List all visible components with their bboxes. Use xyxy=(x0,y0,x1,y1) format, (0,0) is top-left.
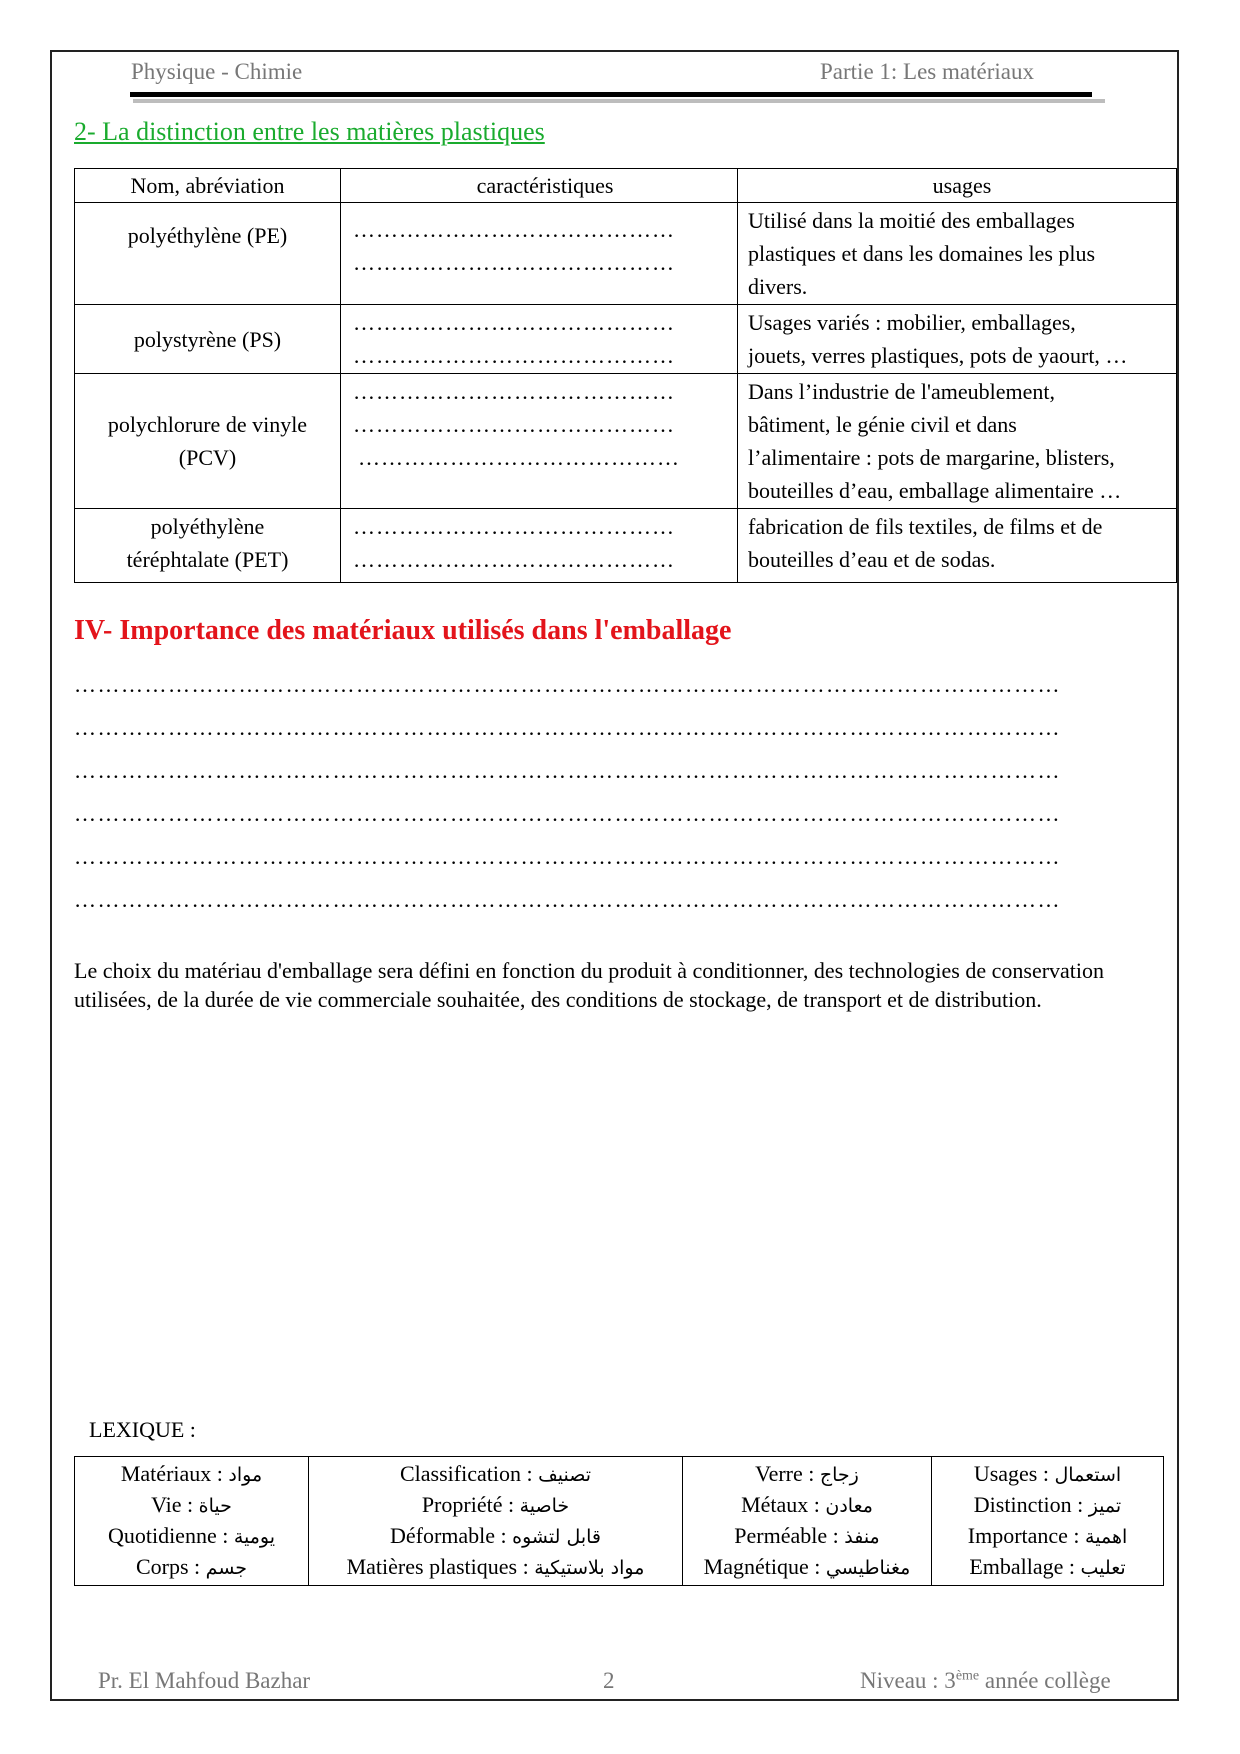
section2-title: 2- La distinction entre les matières plastiques xyxy=(74,117,545,146)
row-name-text: polyéthylène xyxy=(150,514,265,539)
row-name xyxy=(75,509,341,583)
col-header-usages: usages xyxy=(738,169,1177,203)
usage-line: jouets, verres plastiques, pots de yaourt, … xyxy=(748,343,1128,368)
row-name-text: polychlorure de vinyle xyxy=(107,412,308,437)
lexique-entry: Déformable : قابل لتشوه xyxy=(389,1523,601,1548)
usage-line: fabrication de fils textiles, de films et de xyxy=(748,514,1103,539)
usage-line: bouteilles d’eau, emballage alimentaire … xyxy=(748,478,1122,503)
footer-page-number: 2 xyxy=(603,1668,615,1693)
lexique-entry: Propriété : خاصية xyxy=(421,1492,570,1517)
answer-line: ……………………………………………………………………………………………………………… xyxy=(74,801,1061,826)
header-part: Partie 1: Les matériaux xyxy=(820,59,1034,84)
lexique-row xyxy=(75,1457,1164,1586)
lexique-title: LEXIQUE : xyxy=(89,1417,196,1442)
answer-line: ……………………………………………………………………………………………………………… xyxy=(74,758,1061,783)
row-usages xyxy=(738,374,1177,509)
answer-line: ……………………………………………………………………………………………………………… xyxy=(74,887,1061,912)
row-usages xyxy=(738,305,1177,374)
answer-line: ……………………………………………………………………………………………………………… xyxy=(74,844,1061,869)
usage-line: bouteilles d’eau et de sodas. xyxy=(748,547,996,572)
fill-line: …………………………………… xyxy=(353,379,675,404)
footer-author: Pr. El Mahfoud Bazhar xyxy=(98,1668,311,1693)
table-row xyxy=(75,203,1177,305)
table-row xyxy=(75,374,1177,509)
lexique-entry: Magnétique : مغناطيسي xyxy=(703,1554,911,1579)
header-rule xyxy=(130,92,1092,97)
row-name-text: téréphtalate (PET) xyxy=(126,547,289,572)
fill-line: …………………………………… xyxy=(353,217,675,242)
fill-line: …………………………………… xyxy=(353,250,675,275)
footer-level: Niveau : 3ème année collège xyxy=(860,1668,1111,1693)
fill-line: …………………………………… xyxy=(353,547,675,572)
row-name xyxy=(75,374,341,509)
fill-line: …………………………………… xyxy=(353,310,675,335)
row-characteristics xyxy=(341,374,738,509)
fill-line: …………………………………… xyxy=(353,514,675,539)
col-header-name: Nom, abréviation xyxy=(75,169,341,203)
answer-line: ……………………………………………………………………………………………………………… xyxy=(74,672,1061,697)
lexique-entry: Classification : تصنيف xyxy=(400,1461,591,1486)
lexique-entry: Emballage : تعليب xyxy=(969,1554,1126,1579)
answer-line: ……………………………………………………………………………………………………………… xyxy=(74,715,1061,740)
lexique-entry: Métaux : معادن xyxy=(741,1492,873,1517)
row-name xyxy=(75,305,341,374)
packaging-paragraph: Le choix du matériau d'emballage sera défini en fonction du produit à conditionner, des technologies de conservation utilisées, de la durée de vie commerciale souhaitée, des conditions de stockage, de transport et de distribution. xyxy=(74,958,1105,1012)
table-row xyxy=(75,305,1177,374)
row-usages xyxy=(738,509,1177,583)
fill-line: …………………………………… xyxy=(353,343,675,368)
row-characteristics xyxy=(341,509,738,583)
fill-line: …………………………………… xyxy=(353,412,675,437)
lexique-entry: Matières plastiques : مواد بلاستيكية xyxy=(346,1554,645,1579)
lexique-column xyxy=(683,1457,932,1586)
lexique-entry: Distinction : تميز xyxy=(973,1492,1122,1517)
row-name xyxy=(75,203,341,305)
row-characteristics xyxy=(341,203,738,305)
table-row xyxy=(75,509,1177,583)
usage-line: l’alimentaire : pots de margarine, blisters, xyxy=(748,445,1115,470)
usage-line: Dans l’industrie de l'ameublement, xyxy=(748,379,1055,404)
row-characteristics xyxy=(341,305,738,374)
row-usages xyxy=(738,203,1177,305)
section4-title: IV- Importance des matériaux utilisés dans l'emballage xyxy=(74,615,732,646)
row-name-text: polystyrène (PS) xyxy=(133,326,282,352)
lexique-entry: Corps : جسم xyxy=(135,1554,248,1579)
row-name-text: (PCV) xyxy=(178,445,237,470)
usage-line: divers. xyxy=(748,274,808,299)
lexique-entry: Matériaux : مواد xyxy=(120,1461,263,1486)
usage-line: bâtiment, le génie civil et dans xyxy=(748,412,1017,437)
lexique-table xyxy=(74,1456,1164,1586)
lexique-entry: Vie : حياة xyxy=(151,1492,232,1517)
row-name-text: polyéthylène (PE) xyxy=(127,223,288,248)
usage-line: plastiques et dans les domaines les plus xyxy=(748,241,1096,266)
usage-line: Usages variés : mobilier, emballages, xyxy=(748,310,1076,335)
lexique-entry: Importance : اهمية xyxy=(967,1523,1128,1548)
lexique-entry: Perméable : منفذ xyxy=(734,1523,880,1548)
plastics-table-header xyxy=(75,169,1177,203)
header-rule-shadow xyxy=(133,99,1105,103)
lexique-entry: Usages : استعمال xyxy=(973,1461,1122,1486)
lexique-entry: Quotidienne : يومية xyxy=(107,1523,276,1548)
lexique-entry: Verre : زجاج xyxy=(755,1461,859,1486)
lexique-column xyxy=(932,1457,1164,1586)
plastics-table xyxy=(74,168,1177,583)
col-header-characteristics: caractéristiques xyxy=(341,169,738,203)
lexique-column xyxy=(309,1457,683,1586)
lexique-column xyxy=(75,1457,309,1586)
header-subject: Physique - Chimie xyxy=(131,59,303,84)
usage-line: Utilisé dans la moitié des emballages xyxy=(748,208,1075,233)
fill-line: …………………………………… xyxy=(358,445,680,470)
